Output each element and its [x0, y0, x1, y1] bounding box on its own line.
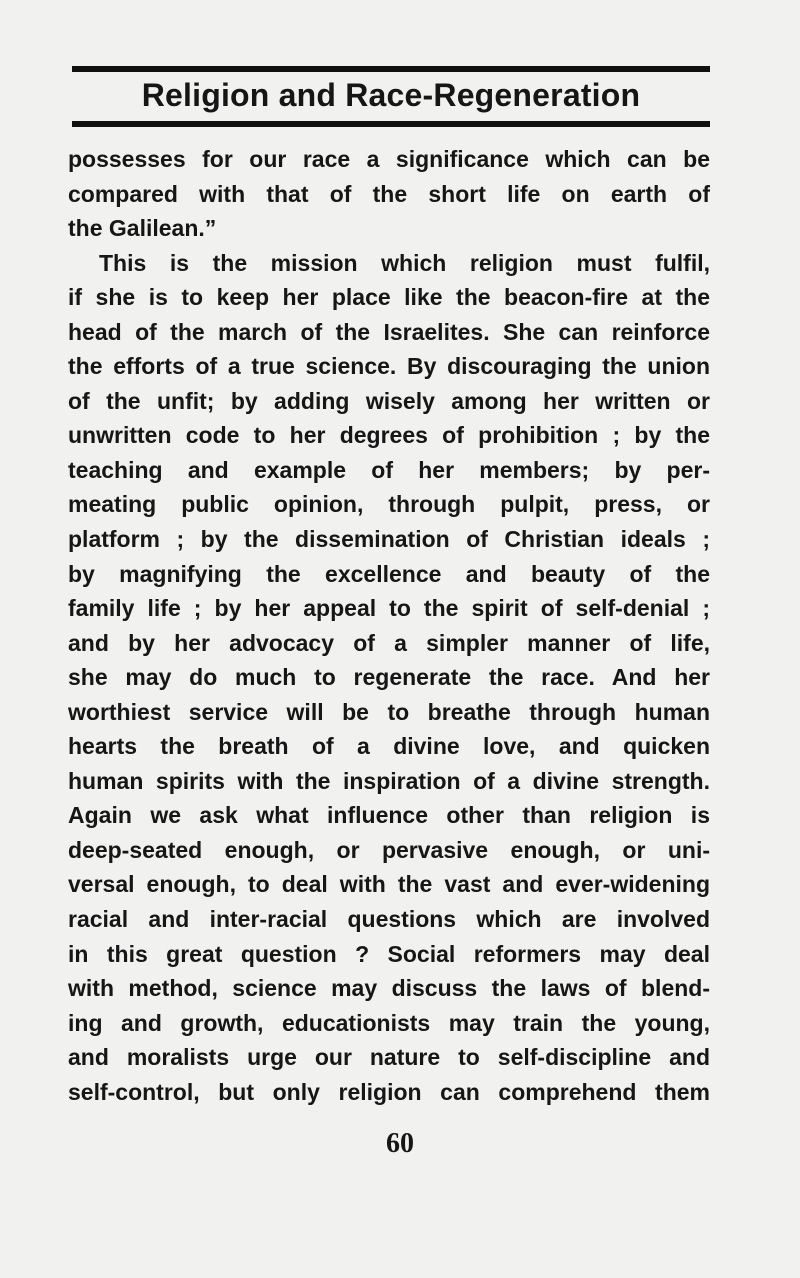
text-line: hearts the breath of a divine love, and quicken — [68, 733, 710, 760]
text-line: This is the mission which religion must fulfil, — [99, 249, 710, 276]
text-line: racial and inter-racial questions which are involved — [68, 906, 710, 933]
text-line: teaching and example of her members; by per- — [68, 456, 710, 483]
text-line: possesses for our race a significance which can be — [68, 146, 710, 172]
text-line: if she is to keep her place like the beacon-fire at the — [68, 284, 710, 311]
text-line: the Galilean.” — [68, 215, 217, 242]
text-line: human spirits with the inspiration of a divine strength. — [68, 767, 710, 794]
body-text — [68, 142, 710, 1109]
text-line: Again we ask what influence other than religion is — [68, 802, 710, 829]
text-line: and moralists urge our nature to self-discipline and — [68, 1044, 710, 1071]
text-line: she may do much to regenerate the race. And her — [68, 664, 710, 691]
text-line: compared with that of the short life on earth of — [68, 180, 710, 207]
page-number: 60 — [386, 1128, 414, 1159]
text-line: with method, science may discuss the laws of blend- — [68, 975, 710, 1002]
text-line: unwritten code to her degrees of prohibition ; by the — [68, 422, 710, 449]
text-line: deep-seated enough, or pervasive enough, or uni- — [68, 836, 710, 863]
text-line: of the unfit; by adding wisely among her written or — [68, 387, 710, 414]
text-line: and by her advocacy of a simpler manner of life, — [68, 629, 710, 656]
text-line: head of the march of the Israelites. She can reinforce — [68, 318, 710, 345]
text-line: self-control, but only religion can comprehend them — [68, 1078, 710, 1105]
text-line: by magnifying the excellence and beauty of the — [68, 560, 710, 587]
text-line: ing and growth, educationists may train the young, — [68, 1009, 710, 1036]
text-line: versal enough, to deal with the vast and ever-widening — [68, 871, 710, 898]
running-head: Religion and Race-Regeneration — [141, 76, 641, 113]
header-bottom-rule — [72, 121, 710, 127]
text-line: the efforts of a true science. By discouraging the union — [68, 353, 710, 380]
text-line: in this great question ? Social reformers may deal — [68, 940, 710, 967]
text-line: worthiest service will be to breathe through human — [68, 698, 710, 725]
text-line: family life ; by her appeal to the spirit of self-denial ; — [68, 595, 710, 622]
text-line: platform ; by the dissemination of Christian ideals ; — [68, 526, 710, 553]
text-line: meating public opinion, through pulpit, press, or — [68, 491, 710, 518]
